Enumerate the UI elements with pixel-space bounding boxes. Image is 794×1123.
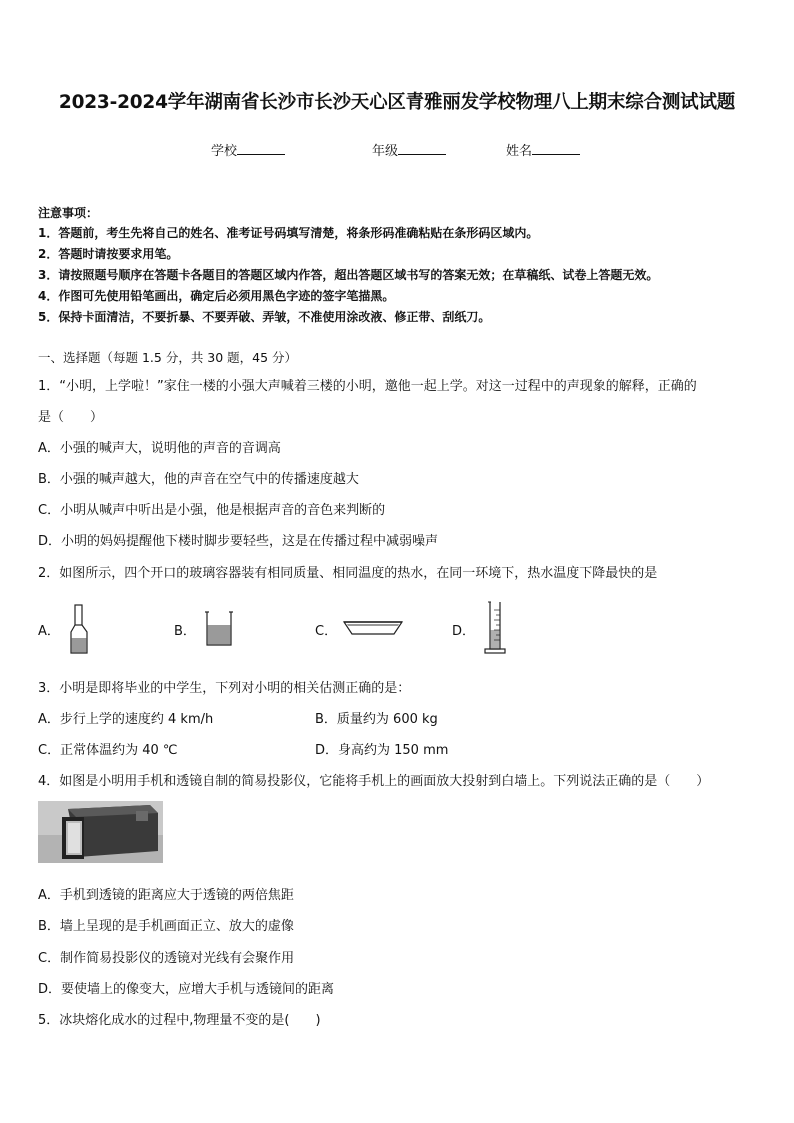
name-label: 姓名 [506,144,533,159]
page-title: 2023-2024学年湖南省长沙市长沙天心区青雅丽发学校物理八上期末综合测试试题 [58,92,736,113]
grade-label: 年级 [372,144,399,159]
notice-item: 5．保持卡面清洁，不要折暴、不要弄破、弄皱，不准使用涂改液、修正带、刮纸刀。 [38,310,491,324]
notice-item: 2．答题时请按要求用笔。 [38,247,179,261]
notice-item: 3．请按照题号顺序在答题卡各题目的答题区域内作答，超出答题区域书写的答案无效；在草稿纸、试卷上答题无效。 [38,268,659,282]
school-label: 学校 [211,144,238,159]
question-1-option-b: B．小强的喊声越大，他的声音在空气中的传播速度越大 [38,472,359,487]
question-4-option-b: B．墙上呈现的是手机画面正立、放大的虚像 [38,919,294,934]
question-2-option-b: B． [174,624,196,639]
question-2-stem: 2．如图所示，四个开口的玻璃容器装有相同质量、相同温度的热水，在同一环境下，热水温度下降最快的是 [38,566,658,581]
notice-heading: 注意事项： [38,206,99,220]
question-1-stem-cont: 是（ ） [38,410,104,425]
question-1-option-d: D．小明的妈妈提醒他下楼时脚步要轻些，这是在传播过程中减弱噪声 [38,534,439,549]
question-4-option-c: C．制作简易投影仪的透镜对光线有会聚作用 [38,951,295,966]
question-1-option-c: C．小明从喊声中听出是小强，他是根据声音的音色来判断的 [38,503,386,518]
school-blank [237,142,285,155]
question-4-option-d: D．要使墙上的像变大，应增大手机与透镜间的距离 [38,982,335,997]
graduated-cylinder-icon [480,600,510,656]
question-3-stem: 3．小明是即将毕业的中学生，下列对小明的相关估测正确的是： [38,681,411,696]
narrow-bottle-icon [66,604,92,656]
name-blank [532,142,580,155]
question-4-option-a: A．手机到透镜的距离应大于透镜的两倍焦距 [38,888,294,903]
question-3-option-d: D．身高约为 150 mm [315,743,449,758]
beaker-icon [204,610,234,648]
question-1-stem: 1．“小明，上学啦！”家住一楼的小强大声喊着三楼的小明，邀他一起上学。对这一过程中的声现象的解释，正确的 [38,379,697,394]
question-4-stem: 4．如图是小明用手机和透镜自制的简易投影仪，它能将手机上的画面放大投射到白墙上。下列说法正确的是（ ） [38,774,710,789]
name-field [506,140,580,159]
question-2-option-a: A． [38,624,60,639]
notice-item: 1．答题前，考生先将自己的姓名、准考证号码填写清楚，将条形码准确粘贴在条形码区域内。 [38,226,539,240]
question-2-option-d: D． [452,624,476,639]
section-heading: 一、选择题（每题 1.5 分，共 30 题，45 分） [38,350,298,365]
grade-blank [398,142,446,155]
question-2-option-c: C． [315,624,338,639]
shallow-dish-icon [342,618,404,638]
question-3-option-a: A．步行上学的速度约 4 km/h [38,712,214,727]
question-1-option-a: A．小强的喊声大，说明他的声音的音调高 [38,441,281,456]
question-5-stem: 5．冰块熔化成水的过程中,物理量不变的是( ) [38,1013,321,1028]
question-3-option-b: B．质量约为 600 kg [315,712,438,727]
school-field [211,140,285,159]
notice-item: 4．作图可先使用铅笔画出，确定后必须用黑色字迹的签字笔描黑。 [38,289,395,303]
grade-field [372,140,446,159]
question-3-option-c: C．正常体温约为 40 ℃ [38,743,178,758]
projector-photo [38,801,163,863]
